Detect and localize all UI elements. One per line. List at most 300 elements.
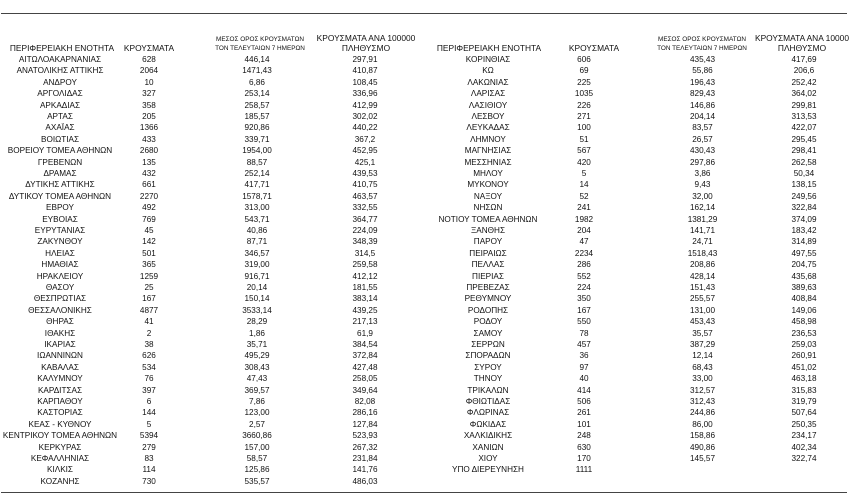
right-cases-cell: 167 — [577, 305, 591, 315]
right-region-cell: ΧΑΛΚΙΔΙΚΗΣ — [463, 431, 513, 441]
right-region-cell: ΦΛΩΡΙΝΑΣ — [466, 408, 510, 418]
right-cases-cell: 204 — [577, 226, 591, 235]
table-row — [0, 66, 850, 76]
right-per100k-cell: 451,02 — [791, 362, 817, 372]
left-avg7d-cell: 87,71 — [246, 237, 268, 247]
left-avg7d-cell: 252,14 — [244, 169, 270, 178]
left-cases-cell: 167 — [142, 294, 156, 304]
left-per100k-cell: 463,57 — [352, 191, 378, 201]
right-region-cell: ΡΕΘΥΜΝΟΥ — [464, 294, 512, 304]
right-per100k-cell: 236,53 — [791, 328, 817, 338]
right-cases-cell: 224 — [577, 283, 591, 292]
left-per100k-cell: 141,76 — [352, 465, 378, 475]
right-avg7d-cell: 12,14 — [692, 351, 713, 361]
right-per100k-cell: 252,42 — [791, 77, 817, 87]
right-region-cell: ΚΟΡΙΝΘΙΑΣ — [465, 55, 511, 64]
right-region-cell: ΣΥΡΟΥ — [474, 362, 502, 372]
right-avg7d-cell: 131,00 — [689, 305, 716, 315]
right-avg7d-cell: 151,43 — [689, 283, 716, 292]
table-row — [0, 249, 850, 259]
right-cases-cell: 420 — [577, 157, 591, 167]
header-per100k-left-line1: ΚΡΟΥΣΜΑΤΑ ΑΝΑ 100000 — [316, 33, 416, 43]
left-per100k-cell: 384,54 — [352, 340, 378, 349]
right-per100k-cell: 417,69 — [791, 55, 817, 64]
left-avg7d-cell: 6,86 — [249, 77, 265, 87]
right-region-cell: ΝΑΞΟΥ — [473, 191, 503, 201]
table-row — [0, 420, 850, 430]
right-cases-cell: 47 — [579, 237, 589, 247]
right-avg7d-cell: 83,57 — [692, 123, 713, 133]
left-per100k-cell: 425,1 — [354, 157, 376, 167]
left-region-cell: ΚΕΦΑΛΛΗΝΙΑΣ — [30, 454, 90, 463]
left-region-cell: ΒΟΡΕΙΟΥ ΤΟΜΕΑ ΑΘΗΝΩΝ — [7, 146, 113, 156]
left-cases-cell: 76 — [144, 374, 154, 384]
left-region-cell: ΗΛΕΙΑΣ — [45, 248, 75, 258]
right-per100k-cell: 313,53 — [791, 112, 817, 121]
right-cases-cell: 457 — [577, 340, 591, 349]
right-avg7d-cell: 208,86 — [689, 260, 716, 270]
left-region-cell: ΔΥΤΙΚΗΣ ΑΤΤΙΚΗΣ — [25, 180, 95, 190]
table-row — [0, 123, 850, 133]
left-region-cell: ΚΑΒΑΛΑΣ — [41, 362, 79, 372]
right-cases-cell: 261 — [577, 408, 591, 418]
right-per100k-cell: 138,15 — [791, 180, 817, 190]
left-per100k-cell: 336,96 — [352, 89, 378, 99]
right-region-cell: ΝΟΤΙΟΥ ΤΟΜΕΑ ΑΘΗΝΩΝ — [438, 214, 538, 224]
right-cases-cell: 552 — [577, 271, 591, 281]
right-cases-cell: 36 — [579, 351, 589, 361]
header-per100k-right-line2: ΠΛΗΘΥΣΜΟ — [777, 43, 827, 53]
right-avg7d-cell: 146,86 — [689, 100, 716, 110]
left-avg7d-cell: 47,43 — [246, 374, 268, 384]
right-region-cell: ΠΡΕΒΕΖΑΣ — [466, 283, 510, 292]
left-region-cell: ΚΕΡΚΥΡΑΣ — [38, 442, 82, 452]
right-region-cell: ΛΑΚΩΝΙΑΣ — [467, 77, 509, 87]
left-region-cell: ΘΕΣΠΡΩΤΙΑΣ — [33, 294, 87, 304]
table-row — [0, 283, 850, 293]
left-per100k-cell: 259,58 — [352, 260, 378, 270]
left-region-cell: ΗΡΑΚΛΕΙΟΥ — [36, 271, 84, 281]
left-avg7d-cell: 123,00 — [244, 408, 270, 418]
right-per100k-cell: 507,64 — [791, 408, 817, 418]
right-avg7d-cell: 9,43 — [694, 180, 711, 190]
right-region-cell: ΠΙΕΡΙΑΣ — [472, 271, 504, 281]
left-cases-cell: 279 — [142, 442, 156, 452]
right-per100k-cell: 149,06 — [791, 305, 817, 315]
left-region-cell: ΕΒΡΟΥ — [46, 203, 74, 213]
right-per100k-cell: 183,42 — [791, 226, 817, 235]
right-region-cell: ΛΕΥΚΑΔΑΣ — [466, 123, 510, 133]
right-avg7d-cell: 145,57 — [689, 454, 716, 463]
right-avg7d-cell: 3,86 — [694, 169, 711, 178]
table-row — [0, 112, 850, 122]
table-row — [0, 101, 850, 111]
right-avg7d-cell: 490,86 — [689, 442, 716, 452]
right-per100k-cell: 315,83 — [791, 385, 817, 395]
left-per100k-cell: 412,12 — [352, 271, 378, 281]
left-cases-cell: 2680 — [139, 146, 159, 156]
left-cases-cell: 501 — [142, 248, 156, 258]
right-cases-cell: 170 — [577, 454, 591, 463]
left-cases-cell: 4877 — [139, 305, 159, 315]
left-cases-cell: 626 — [142, 351, 156, 361]
left-avg7d-cell: 446,14 — [244, 55, 270, 64]
left-avg7d-cell: 920,86 — [244, 123, 270, 133]
left-avg7d-cell: 308,43 — [244, 362, 270, 372]
left-cases-cell: 114 — [142, 465, 156, 475]
right-per100k-cell: 234,17 — [791, 431, 817, 441]
left-per100k-cell: 410,75 — [352, 180, 378, 190]
left-region-cell: ΚΑΣΤΟΡΙΑΣ — [37, 408, 83, 418]
right-per100k-cell: 295,45 — [791, 134, 817, 144]
right-per100k-cell: 204,75 — [791, 260, 817, 270]
left-region-cell: ΚΑΛΥΜΝΟΥ — [37, 374, 83, 384]
left-avg7d-cell: 535,57 — [244, 476, 270, 486]
header-avg-right — [648, 35, 756, 53]
right-per100k-cell: 319,79 — [791, 397, 817, 406]
table-row — [0, 397, 850, 407]
right-per100k-cell: 463,18 — [791, 374, 817, 384]
table-row — [0, 203, 850, 213]
right-region-cell: ΛΑΡΙΣΑΣ — [470, 89, 506, 99]
right-region-cell: ΜΥΚΟΝΟΥ — [467, 180, 509, 190]
left-region-cell: ΕΥΒΟΙΑΣ — [42, 214, 78, 224]
right-per100k-cell: 250,35 — [791, 419, 817, 429]
header-avg-left — [206, 35, 314, 53]
right-cases-cell: 1982 — [574, 214, 594, 224]
right-cases-cell: 40 — [579, 374, 589, 384]
right-cases-cell: 506 — [577, 397, 591, 406]
table-row — [0, 226, 850, 236]
left-region-cell: ΑΝΑΤΟΛΙΚΗΣ ΑΤΤΙΚΗΣ — [16, 66, 104, 76]
left-region-cell: ΑΧΑΪΑΣ — [45, 123, 75, 133]
left-region-cell: ΚΑΡΠΑΘΟΥ — [37, 397, 83, 406]
left-cases-cell: 135 — [142, 157, 156, 167]
left-cases-cell: 1366 — [139, 123, 159, 133]
right-region-cell: ΡΟΔΟΠΗΣ — [467, 305, 509, 315]
left-per100k-cell: 523,93 — [352, 431, 378, 441]
left-cases-cell: 142 — [142, 237, 156, 247]
right-region-cell: ΜΕΣΣΗΝΙΑΣ — [464, 157, 512, 167]
left-cases-cell: 432 — [142, 169, 156, 178]
right-region-cell: ΣΕΡΡΩΝ — [471, 340, 505, 349]
table-row — [0, 374, 850, 384]
right-avg7d-cell: 1381,29 — [687, 214, 718, 224]
table-row — [0, 465, 850, 475]
table-row — [0, 237, 850, 247]
left-per100k-cell: 82,08 — [354, 397, 376, 406]
table-row — [0, 431, 850, 441]
header-cases-left: ΚΡΟΥΣΜΑΤΑ — [123, 43, 175, 53]
right-per100k-cell: 322,74 — [791, 454, 817, 463]
left-cases-cell: 534 — [142, 362, 156, 372]
right-per100k-cell: 389,63 — [791, 283, 817, 292]
left-avg7d-cell: 2,57 — [249, 419, 265, 429]
header-avg-left-line1: ΜΕΣΟΣ ΟΡΟΣ ΚΡΟΥΣΜΑΤΩΝ — [216, 36, 304, 43]
left-avg7d-cell: 3533,14 — [242, 305, 272, 315]
left-region-cell: ΚΑΡΔΙΤΣΑΣ — [37, 385, 83, 395]
right-per100k-cell: 259,03 — [791, 340, 817, 349]
right-avg7d-cell: 297,86 — [689, 157, 716, 167]
right-avg7d-cell: 312,43 — [689, 397, 716, 406]
right-cases-cell: 226 — [577, 100, 591, 110]
right-cases-cell: 1035 — [574, 89, 594, 99]
right-per100k-cell: 497,55 — [791, 248, 817, 258]
right-cases-cell: 606 — [577, 55, 591, 64]
left-per100k-cell: 372,84 — [352, 351, 378, 361]
right-per100k-cell: 402,34 — [791, 442, 817, 452]
left-avg7d-cell: 253,14 — [244, 89, 270, 99]
left-region-cell: ΘΕΣΣΑΛΟΝΙΚΗΣ — [28, 305, 92, 315]
header-cases-right: ΚΡΟΥΣΜΑΤΑ — [568, 43, 620, 53]
left-avg7d-cell: 58,57 — [246, 454, 268, 463]
right-avg7d-cell: 387,29 — [689, 340, 716, 349]
left-per100k-cell: 439,25 — [352, 305, 378, 315]
left-per100k-cell: 61,9 — [357, 328, 373, 338]
left-region-cell: ΓΡΕΒΕΝΩΝ — [37, 157, 83, 167]
right-per100k-cell: 298,41 — [791, 146, 817, 156]
right-avg7d-cell: 141,71 — [689, 226, 716, 235]
table-row — [0, 454, 850, 464]
left-per100k-cell: 224,09 — [352, 226, 378, 235]
right-cases-cell: 52 — [579, 191, 589, 201]
right-region-cell: ΚΩ — [482, 66, 494, 76]
table-row — [0, 408, 850, 418]
left-cases-cell: 397 — [142, 385, 156, 395]
table-row — [0, 329, 850, 339]
right-region-cell: ΠΑΡΟΥ — [473, 237, 503, 247]
left-cases-cell: 25 — [144, 283, 154, 292]
left-per100k-cell: 440,22 — [352, 123, 378, 133]
left-cases-cell: 2 — [146, 328, 152, 338]
left-per100k-cell: 231,84 — [352, 454, 378, 463]
right-cases-cell: 550 — [577, 317, 591, 327]
left-region-cell: ΑΡΚΑΔΙΑΣ — [39, 100, 81, 110]
left-region-cell: ΘΑΣΟΥ — [45, 283, 75, 292]
left-region-cell: ΚΙΛΚΙΣ — [46, 465, 73, 475]
left-per100k-cell: 297,91 — [352, 55, 378, 64]
table-row — [0, 169, 850, 179]
right-per100k-cell: 364,02 — [791, 89, 817, 99]
right-region-cell: ΛΗΜΝΟΥ — [470, 134, 506, 144]
left-avg7d-cell: 150,14 — [244, 294, 270, 304]
left-per100k-cell: 349,64 — [352, 385, 378, 395]
right-per100k-cell: 249,56 — [791, 191, 817, 201]
right-per100k-cell: 262,58 — [791, 157, 817, 167]
left-per100k-cell: 439,53 — [352, 169, 378, 178]
left-region-cell: ΘΗΡΑΣ — [46, 317, 74, 327]
left-avg7d-cell: 1954,00 — [242, 146, 272, 156]
left-avg7d-cell: 319,00 — [244, 260, 270, 270]
left-region-cell: ΒΟΙΩΤΙΑΣ — [40, 134, 80, 144]
left-region-cell: ΚΕΝΤΡΙΚΟΥ ΤΟΜΕΑ ΑΘΗΝΩΝ — [2, 431, 118, 441]
table-row — [0, 272, 850, 282]
table-row — [0, 192, 850, 202]
header-region-right: ΠΕΡΙΦΕΡΕΙΑΚΗ ΕΝΟΤΗΤΑ — [436, 43, 542, 53]
right-per100k-cell: 206,6 — [793, 66, 815, 76]
right-cases-cell: 51 — [579, 134, 589, 144]
left-avg7d-cell: 313,00 — [244, 203, 270, 213]
left-per100k-cell: 364,77 — [352, 214, 378, 224]
left-cases-cell: 5 — [146, 419, 152, 429]
left-avg7d-cell: 40,86 — [246, 226, 268, 235]
right-avg7d-cell: 435,43 — [689, 55, 716, 64]
right-avg7d-cell: 428,14 — [689, 271, 716, 281]
left-avg7d-cell: 185,57 — [244, 112, 270, 121]
left-region-cell: ΔΡΑΜΑΣ — [43, 169, 77, 178]
left-per100k-cell: 302,02 — [352, 112, 378, 121]
left-region-cell: ΙΘΑΚΗΣ — [44, 328, 76, 338]
table-row — [0, 443, 850, 453]
right-avg7d-cell: 68,43 — [692, 362, 713, 372]
right-per100k-cell: 408,84 — [791, 294, 817, 304]
right-per100k-cell: 50,34 — [793, 169, 815, 178]
right-cases-cell: 271 — [577, 112, 591, 121]
right-avg7d-cell: 244,86 — [689, 408, 716, 418]
left-region-cell: ΗΜΑΘΙΑΣ — [41, 260, 79, 270]
right-avg7d-cell: 829,43 — [689, 89, 716, 99]
right-avg7d-cell: 55,86 — [692, 66, 713, 76]
right-avg7d-cell: 312,57 — [689, 385, 716, 395]
left-cases-cell: 83 — [144, 454, 154, 463]
table-row — [0, 363, 850, 373]
table-row — [0, 158, 850, 168]
left-region-cell: ΚΟΖΑΝΗΣ — [40, 476, 80, 486]
left-cases-cell: 38 — [144, 340, 154, 349]
right-cases-cell: 1111 — [575, 465, 593, 475]
right-region-cell: ΝΗΣΩΝ — [473, 203, 503, 213]
left-cases-cell: 144 — [142, 408, 156, 418]
right-avg7d-cell: 1518,43 — [687, 248, 718, 258]
left-avg7d-cell: 20,14 — [246, 283, 268, 292]
left-cases-cell: 45 — [144, 226, 154, 235]
left-region-cell: ΔΥΤΙΚΟΥ ΤΟΜΕΑ ΑΘΗΝΩΝ — [8, 191, 112, 201]
left-per100k-cell: 108,45 — [352, 77, 378, 87]
left-avg7d-cell: 258,57 — [244, 100, 270, 110]
right-avg7d-cell: 26,57 — [692, 134, 713, 144]
right-cases-cell: 414 — [577, 385, 591, 395]
right-cases-cell: 101 — [577, 419, 591, 429]
header-per100k-right-line1: ΚΡΟΥΣΜΑΤΑ ΑΝΑ 10000 — [755, 33, 849, 43]
right-per100k-cell: 322,84 — [791, 203, 817, 213]
left-per100k-cell: 181,55 — [352, 283, 378, 292]
left-avg7d-cell: 28,29 — [246, 317, 268, 327]
right-avg7d-cell: 453,43 — [689, 317, 716, 327]
header-per100k-right — [752, 33, 850, 53]
right-per100k-cell: 374,09 — [791, 214, 817, 224]
right-cases-cell: 350 — [577, 294, 591, 304]
right-avg7d-cell: 35,57 — [692, 328, 713, 338]
left-per100k-cell: 348,39 — [352, 237, 378, 247]
right-region-cell: ΠΕΛΛΑΣ — [471, 260, 505, 270]
left-region-cell: ΙΩΑΝΝΙΝΩΝ — [37, 351, 83, 361]
left-avg7d-cell: 346,57 — [244, 248, 270, 258]
header-avg-right-line2: ΤΟΝ ΤΕΛΕΥΤΑΙΩΝ 7 ΗΜΕΡΩΝ — [657, 45, 747, 52]
left-cases-cell: 358 — [142, 100, 156, 110]
left-region-cell: ΑΡΤΑΣ — [47, 112, 73, 121]
right-cases-cell: 225 — [577, 77, 591, 87]
table-row — [0, 317, 850, 327]
right-avg7d-cell: 196,43 — [689, 77, 716, 87]
right-avg7d-cell: 204,14 — [689, 112, 716, 121]
left-avg7d-cell: 543,71 — [244, 214, 270, 224]
header-per100k-left-line2: ΠΛΗΘΥΣΜΟ — [341, 43, 391, 53]
left-avg7d-cell: 339,71 — [244, 134, 270, 144]
right-per100k-cell: 458,98 — [791, 317, 817, 327]
left-cases-cell: 661 — [142, 180, 156, 190]
right-cases-cell: 100 — [577, 123, 591, 133]
left-per100k-cell: 383,14 — [352, 294, 378, 304]
header-avg-left-line2: ΤΟΝ ΤΕΛΕΥΤΑΙΩΝ 7 ΗΜΕΡΩΝ — [215, 45, 305, 52]
header-region-left: ΠΕΡΙΦΕΡΕΙΑΚΗ ΕΝΟΤΗΤΑ — [9, 43, 115, 53]
left-cases-cell: 1259 — [139, 271, 159, 281]
right-region-cell: ΦΘΙΩΤΙΔΑΣ — [465, 397, 511, 406]
left-avg7d-cell: 417,71 — [244, 180, 270, 190]
right-cases-cell: 567 — [577, 146, 591, 156]
right-region-cell: ΛΕΣΒΟΥ — [471, 112, 505, 121]
left-avg7d-cell: 157,00 — [244, 442, 270, 452]
left-per100k-cell: 332,55 — [352, 203, 378, 213]
table-row — [0, 180, 850, 190]
table-row — [0, 340, 850, 350]
right-region-cell: ΦΩΚΙΔΑΣ — [469, 419, 507, 429]
right-region-cell: ΤΡΙΚΑΛΩΝ — [467, 385, 509, 395]
right-cases-cell: 97 — [579, 362, 589, 372]
table-row — [0, 294, 850, 304]
left-cases-cell: 365 — [142, 260, 156, 270]
left-per100k-cell: 367,2 — [354, 134, 376, 144]
table-row — [0, 351, 850, 361]
left-per100k-cell: 258,05 — [352, 374, 378, 384]
right-cases-cell: 5 — [581, 169, 587, 178]
left-per100k-cell: 412,99 — [352, 100, 378, 110]
left-cases-cell: 730 — [142, 476, 156, 486]
table-row — [0, 146, 850, 156]
table-row — [0, 306, 850, 316]
right-region-cell: ΧΑΝΙΩΝ — [472, 442, 504, 452]
right-avg7d-cell: 33,00 — [692, 374, 713, 384]
left-avg7d-cell: 7,86 — [249, 397, 265, 406]
left-cases-cell: 769 — [142, 214, 156, 224]
right-per100k-cell: 260,91 — [791, 351, 817, 361]
left-cases-cell: 6 — [146, 397, 152, 406]
right-avg7d-cell: 158,86 — [689, 431, 716, 441]
left-cases-cell: 2270 — [139, 191, 159, 201]
right-avg7d-cell: 162,14 — [689, 203, 716, 213]
left-per100k-cell: 314,5 — [354, 248, 376, 258]
right-region-cell: ΠΕΙΡΑΙΩΣ — [469, 248, 507, 258]
right-region-cell: ΧΙΟΥ — [478, 454, 498, 463]
right-avg7d-cell: 255,57 — [689, 294, 716, 304]
right-region-cell: ΜΗΛΟΥ — [473, 169, 503, 178]
left-region-cell: ΑΝΔΡΟΥ — [43, 77, 77, 87]
left-avg7d-cell: 916,71 — [244, 271, 270, 281]
table-row — [0, 78, 850, 88]
left-avg7d-cell: 35,71 — [246, 340, 268, 349]
left-per100k-cell: 410,87 — [352, 66, 378, 76]
table-row — [0, 135, 850, 145]
left-cases-cell: 628 — [142, 55, 156, 64]
left-avg7d-cell: 1578,71 — [242, 191, 272, 201]
left-avg7d-cell: 1471,43 — [242, 66, 272, 76]
left-per100k-cell: 217,13 — [352, 317, 378, 327]
left-region-cell: ΑΙΤΩΛΟΑΚΑΡΝΑΝΙΑΣ — [18, 55, 102, 64]
left-cases-cell: 205 — [142, 112, 156, 121]
left-cases-cell: 10 — [144, 77, 154, 87]
right-region-cell: ΡΟΔΟΥ — [473, 317, 503, 327]
table-row — [0, 386, 850, 396]
left-cases-cell: 41 — [144, 317, 154, 327]
